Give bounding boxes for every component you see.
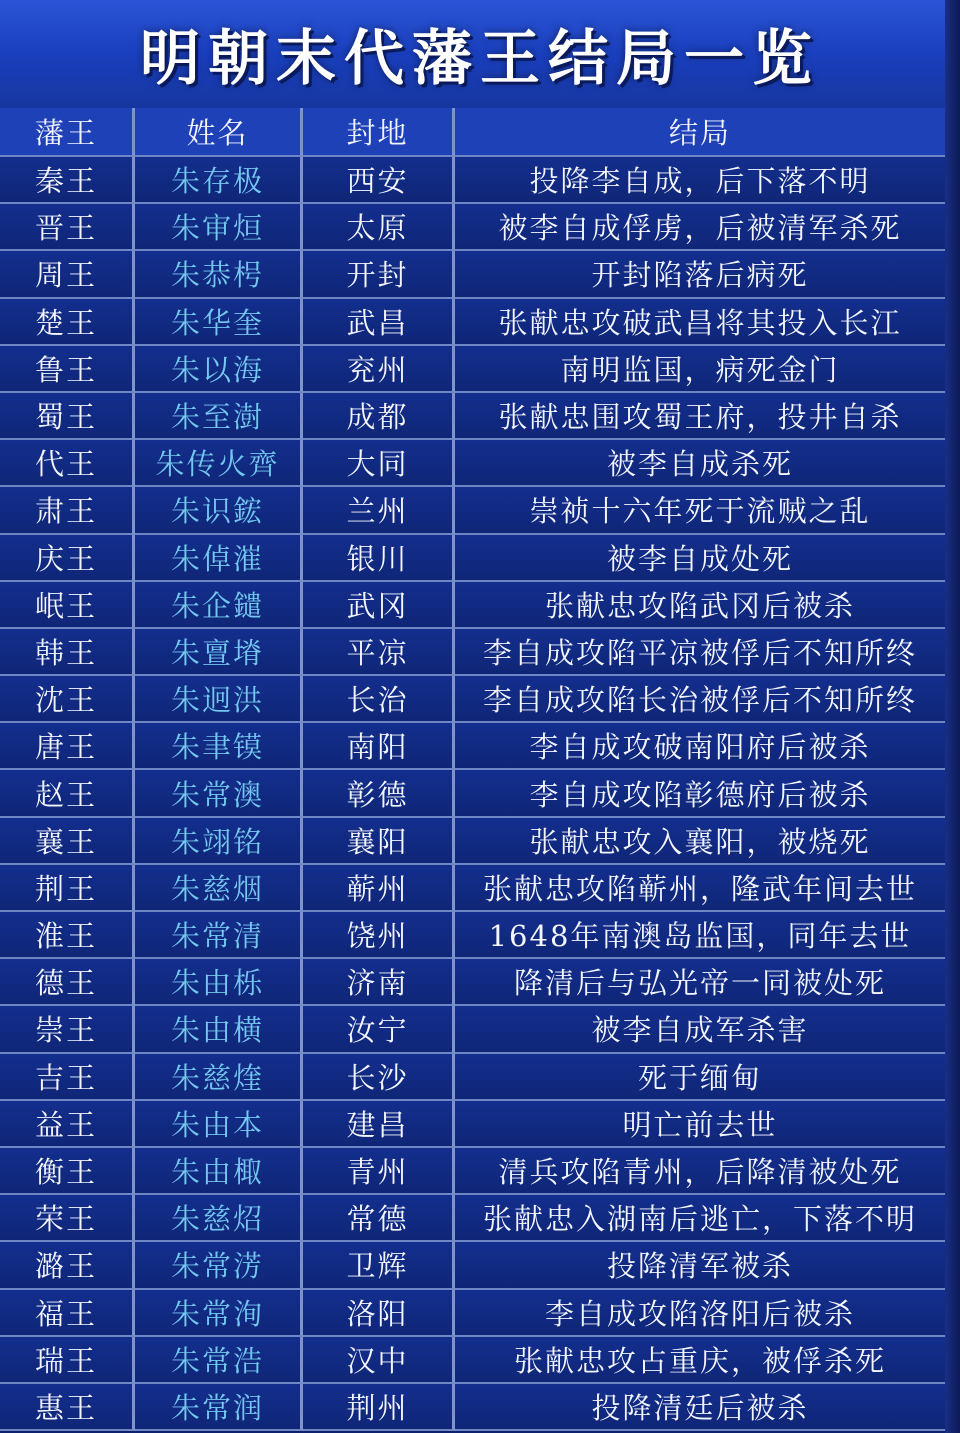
cell-fate: 李自成攻陷彰德府后被杀 xyxy=(455,770,945,817)
header-name: 姓名 xyxy=(135,108,303,157)
cell-fate: 张献忠入湖南后逃亡，下落不明 xyxy=(455,1195,945,1242)
cell-fate: 被李自成军杀害 xyxy=(455,1006,945,1053)
header-king: 藩王 xyxy=(0,108,135,157)
cell-king: 岷王 xyxy=(0,582,135,629)
cell-fief: 南阳 xyxy=(303,723,455,770)
cell-fief: 常德 xyxy=(303,1195,455,1242)
table-row xyxy=(0,723,945,770)
table-row xyxy=(0,157,945,204)
cell-fate: 降清后与弘光帝一同被处死 xyxy=(455,959,945,1006)
table-row xyxy=(0,393,945,440)
table-row xyxy=(0,629,945,676)
table-row xyxy=(0,1054,945,1101)
cell-name: 朱存极 xyxy=(135,157,303,204)
table-row xyxy=(0,818,945,865)
cell-fief: 大同 xyxy=(303,440,455,487)
cell-fief: 成都 xyxy=(303,393,455,440)
cell-fate: 南明监国，病死金门 xyxy=(455,346,945,393)
cell-fate: 明亡前去世 xyxy=(455,1101,945,1148)
cell-name: 朱倬漼 xyxy=(135,535,303,582)
cell-name: 朱华奎 xyxy=(135,299,303,346)
cell-fate: 张献忠攻陷蕲州，隆武年间去世 xyxy=(455,865,945,912)
table-row xyxy=(0,440,945,487)
cell-king: 楚王 xyxy=(0,299,135,346)
cell-king: 肃王 xyxy=(0,487,135,534)
cell-fate: 清兵攻陷青州，后降清被处死 xyxy=(455,1148,945,1195)
table-row xyxy=(0,1006,945,1053)
cell-name: 朱由横 xyxy=(135,1006,303,1053)
cell-name: 朱由棷 xyxy=(135,1148,303,1195)
cell-name: 朱常浩 xyxy=(135,1337,303,1384)
table-row xyxy=(0,1242,945,1289)
table-row xyxy=(0,1384,945,1431)
cell-king: 代王 xyxy=(0,440,135,487)
cell-fate: 投降清军被杀 xyxy=(455,1242,945,1289)
cell-fief: 西安 xyxy=(303,157,455,204)
cell-fief: 荆州 xyxy=(303,1384,455,1431)
cell-name: 朱至澍 xyxy=(135,393,303,440)
table-row xyxy=(0,251,945,298)
cell-name: 朱常洵 xyxy=(135,1290,303,1337)
cell-king: 荆王 xyxy=(0,865,135,912)
cell-fief: 汉中 xyxy=(303,1337,455,1384)
cell-fate: 死于缅甸 xyxy=(455,1054,945,1101)
table-row xyxy=(0,959,945,1006)
table-row xyxy=(0,1101,945,1148)
cell-fief: 兖州 xyxy=(303,346,455,393)
table-row xyxy=(0,582,945,629)
cell-fief: 饶州 xyxy=(303,912,455,959)
cell-king: 赵王 xyxy=(0,770,135,817)
cell-fief: 济南 xyxy=(303,959,455,1006)
cell-fate: 被李自成杀死 xyxy=(455,440,945,487)
cell-fate: 开封陷落后病死 xyxy=(455,251,945,298)
cell-name: 朱常清 xyxy=(135,912,303,959)
cell-name: 朱由本 xyxy=(135,1101,303,1148)
cell-king: 周王 xyxy=(0,251,135,298)
table-row xyxy=(0,346,945,393)
cell-fate: 张献忠攻入襄阳，被烧死 xyxy=(455,818,945,865)
cell-fate: 被李自成处死 xyxy=(455,535,945,582)
cell-king: 潞王 xyxy=(0,1242,135,1289)
cell-name: 朱迥洪 xyxy=(135,676,303,723)
table-row xyxy=(0,1195,945,1242)
cell-fief: 蕲州 xyxy=(303,865,455,912)
cell-fief: 建昌 xyxy=(303,1101,455,1148)
princes-table xyxy=(0,108,945,1431)
cell-fief: 洛阳 xyxy=(303,1290,455,1337)
cell-fate: 被李自成俘虏，后被清军杀死 xyxy=(455,204,945,251)
cell-king: 秦王 xyxy=(0,157,135,204)
cell-fief: 银川 xyxy=(303,535,455,582)
cell-fate: 张献忠攻占重庆，被俘杀死 xyxy=(455,1337,945,1384)
cell-king: 晋王 xyxy=(0,204,135,251)
cell-fate: 李自成攻陷平凉被俘后不知所终 xyxy=(455,629,945,676)
cell-fief: 太原 xyxy=(303,204,455,251)
cell-name: 朱由栎 xyxy=(135,959,303,1006)
cell-fate: 李自成攻陷洛阳后被杀 xyxy=(455,1290,945,1337)
cell-fief: 卫辉 xyxy=(303,1242,455,1289)
cell-name: 朱翊铭 xyxy=(135,818,303,865)
table-header-row xyxy=(0,108,945,157)
table-row xyxy=(0,535,945,582)
cell-king: 鲁王 xyxy=(0,346,135,393)
cell-fief: 兰州 xyxy=(303,487,455,534)
cell-name: 朱常澳 xyxy=(135,770,303,817)
table-body xyxy=(0,157,945,1431)
cell-fief: 长治 xyxy=(303,676,455,723)
cell-name: 朱慈烟 xyxy=(135,865,303,912)
cell-king: 崇王 xyxy=(0,1006,135,1053)
cell-king: 瑞王 xyxy=(0,1337,135,1384)
cell-king: 吉王 xyxy=(0,1054,135,1101)
cell-king: 惠王 xyxy=(0,1384,135,1431)
right-edge-border xyxy=(945,0,960,1433)
cell-fate: 李自成攻破南阳府后被杀 xyxy=(455,723,945,770)
cell-king: 沈王 xyxy=(0,676,135,723)
cell-fief: 长沙 xyxy=(303,1054,455,1101)
table-row xyxy=(0,912,945,959)
header-fate: 结局 xyxy=(455,108,945,157)
cell-fate: 投降清廷后被杀 xyxy=(455,1384,945,1431)
cell-name: 朱以海 xyxy=(135,346,303,393)
cell-name: 朱识鋐 xyxy=(135,487,303,534)
table-row xyxy=(0,204,945,251)
cell-name: 朱企鑓 xyxy=(135,582,303,629)
cell-king: 唐王 xyxy=(0,723,135,770)
cell-fief: 青州 xyxy=(303,1148,455,1195)
table-row xyxy=(0,1148,945,1195)
cell-king: 淮王 xyxy=(0,912,135,959)
table-row xyxy=(0,487,945,534)
page-title: 明朝末代藩王结局一览 xyxy=(140,24,820,94)
cell-king: 德王 xyxy=(0,959,135,1006)
cell-fate: 1648年南澳岛监国，同年去世 xyxy=(455,912,945,959)
table-row xyxy=(0,770,945,817)
cell-fief: 汝宁 xyxy=(303,1006,455,1053)
table-row xyxy=(0,299,945,346)
cell-king: 韩王 xyxy=(0,629,135,676)
cell-name: 朱审烜 xyxy=(135,204,303,251)
cell-king: 福王 xyxy=(0,1290,135,1337)
cell-name: 朱常淓 xyxy=(135,1242,303,1289)
table-row xyxy=(0,1290,945,1337)
cell-fate: 张献忠攻破武昌将其投入长江 xyxy=(455,299,945,346)
cell-name: 朱慈炤 xyxy=(135,1195,303,1242)
cell-fief: 武昌 xyxy=(303,299,455,346)
table-row xyxy=(0,1337,945,1384)
cell-fate: 投降李自成，后下落不明 xyxy=(455,157,945,204)
cell-king: 蜀王 xyxy=(0,393,135,440)
title-bar xyxy=(0,0,960,108)
cell-fief: 开封 xyxy=(303,251,455,298)
cell-fate: 李自成攻陷长治被俘后不知所终 xyxy=(455,676,945,723)
cell-name: 朱恭枵 xyxy=(135,251,303,298)
cell-name: 朱慈煃 xyxy=(135,1054,303,1101)
cell-fate: 张献忠围攻蜀王府，投井自杀 xyxy=(455,393,945,440)
cell-fate: 张献忠攻陷武冈后被杀 xyxy=(455,582,945,629)
cell-name: 朱传火齊 xyxy=(135,440,303,487)
cell-king: 衡王 xyxy=(0,1148,135,1195)
cell-king: 荣王 xyxy=(0,1195,135,1242)
cell-king: 襄王 xyxy=(0,818,135,865)
cell-king: 庆王 xyxy=(0,535,135,582)
cell-fate: 崇祯十六年死于流贼之乱 xyxy=(455,487,945,534)
table-row xyxy=(0,865,945,912)
cell-name: 朱聿镆 xyxy=(135,723,303,770)
cell-fief: 襄阳 xyxy=(303,818,455,865)
cell-fief: 武冈 xyxy=(303,582,455,629)
header-fief: 封地 xyxy=(303,108,455,157)
cell-fief: 平凉 xyxy=(303,629,455,676)
cell-name: 朱亶塉 xyxy=(135,629,303,676)
table-row xyxy=(0,676,945,723)
cell-fief: 彰德 xyxy=(303,770,455,817)
cell-name: 朱常润 xyxy=(135,1384,303,1431)
cell-king: 益王 xyxy=(0,1101,135,1148)
